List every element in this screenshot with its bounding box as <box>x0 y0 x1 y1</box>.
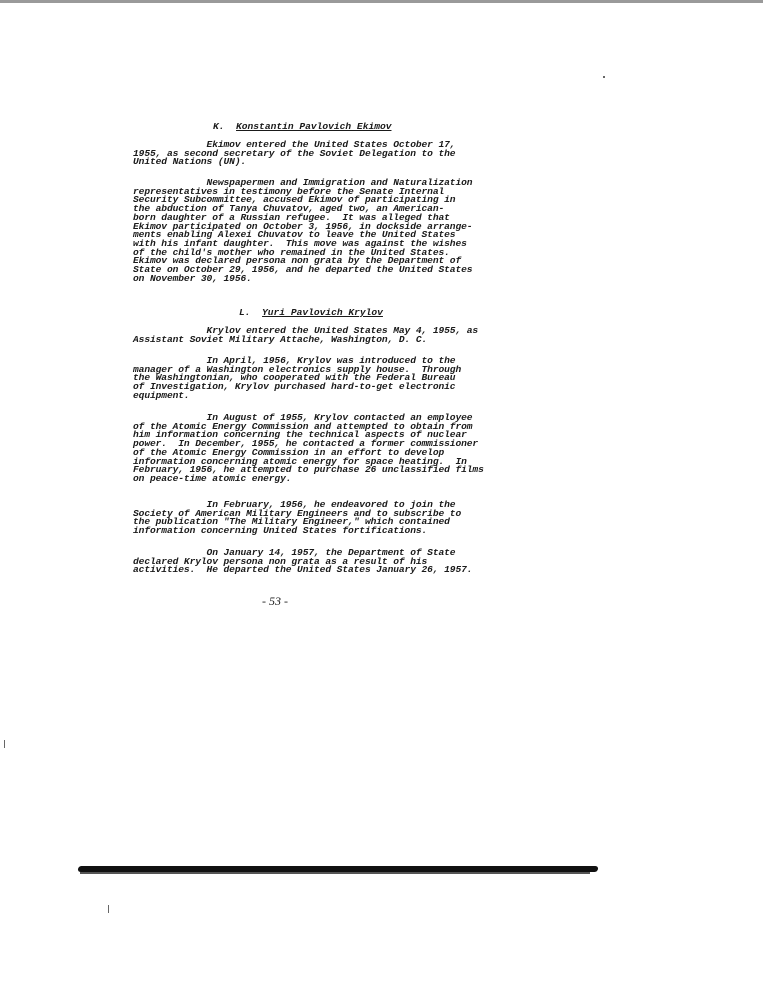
text-line: of the Atomic Energy Commission in an effort to develop <box>133 446 445 458</box>
text-line: Assistant Soviet Military Attache, Washington, D. C. <box>133 333 428 345</box>
section-heading-l <box>239 307 383 318</box>
paragraph <box>133 414 484 484</box>
scan-bottom-bar-shadow <box>80 872 590 874</box>
scan-speck <box>603 76 605 78</box>
section-heading-k <box>213 121 391 132</box>
text-line: February, 1956, he attempted to purchase 26 unclassified films <box>133 464 484 476</box>
text-line: manager of a Washington electronics supply house. Through <box>133 363 462 375</box>
section-letter: L. <box>239 307 251 318</box>
text-line: Security Subcommittee, accused Ekimov of participating in <box>133 194 456 206</box>
scan-speck <box>4 740 5 748</box>
section-letter: K. <box>213 121 225 132</box>
text-line: United Nations (UN). <box>133 156 247 168</box>
text-line: with his infant daughter. This move was against the wishes <box>133 237 467 249</box>
paragraph <box>133 141 455 167</box>
text-line: of the child's mother who remained in the United States. <box>133 246 450 258</box>
text-line: him information concerning the technical aspects of nuclear <box>133 429 467 441</box>
text-line: In February, 1956, he endeavored to join the <box>133 499 456 510</box>
text-line: Ekimov was declared persona non grata by the Department of <box>133 255 462 267</box>
text-line: On January 14, 1957, the Department of State <box>133 547 456 558</box>
text-line: the publication "The Military Engineer," which contained <box>133 516 450 528</box>
paragraph <box>133 501 461 536</box>
text-line: 1955, as second secretary of the Soviet Delegation to the <box>133 147 456 159</box>
text-line: information concerning United States fortifications. <box>133 525 428 537</box>
paragraph <box>133 549 472 575</box>
paragraph <box>133 327 478 344</box>
section-title: Yuri Pavlovich Krylov <box>262 307 383 318</box>
text-line: representatives in testimony before the Senate Internal <box>133 185 445 197</box>
section-title: Konstantin Pavlovich Ekimov <box>236 121 392 132</box>
text-line: Krylov entered the United States May 4, 1955, as <box>133 325 479 336</box>
text-line: information concerning atomic energy for space heating. In <box>133 455 467 467</box>
text-line: In April, 1956, Krylov was introduced to the <box>133 355 456 366</box>
scan-top-edge <box>0 0 763 3</box>
text-line: of Investigation, Krylov purchased hard-to-get electronic <box>133 381 456 393</box>
text-line: ments enabling Alexei Chuvatov to leave the United States <box>133 229 456 241</box>
text-line: the abduction of Tanya Chuvatov, aged two, an American- <box>133 203 445 215</box>
text-line: activities. He departed the United States January 26, 1957. <box>133 564 473 576</box>
text-line: Society of American Military Engineers and to subscribe to <box>133 507 462 519</box>
text-line: on November 30, 1956. <box>133 272 252 284</box>
text-line: on peace-time atomic energy. <box>133 472 292 484</box>
text-line: In August of 1955, Krylov contacted an employee <box>133 412 473 423</box>
text-line: Newspapermen and Immigration and Naturalization <box>133 177 473 188</box>
text-line: the Washingtonian, who cooperated with the Federal Bureau <box>133 372 456 384</box>
paragraph <box>133 179 472 283</box>
text-line: born daughter of a Russian refugee. It was alleged that <box>133 211 450 223</box>
text-line: State on October 29, 1956, and he departed the United States <box>133 264 473 276</box>
text-line: power. In December, 1955, he contacted a former commissioner <box>133 438 479 450</box>
text-line: Ekimov participated on October 3, 1956, in dockside arrange- <box>133 220 473 232</box>
text-line: of the Atomic Energy Commission and attempted to obtain from <box>133 420 473 432</box>
page-number: - 53 - <box>262 594 288 608</box>
text-line: equipment. <box>133 389 190 401</box>
scan-speck <box>108 905 109 913</box>
text-line: declared Krylov persona non grata as a result of his <box>133 555 428 567</box>
paragraph <box>133 357 461 401</box>
text-line: Ekimov entered the United States October 17, <box>133 139 456 150</box>
